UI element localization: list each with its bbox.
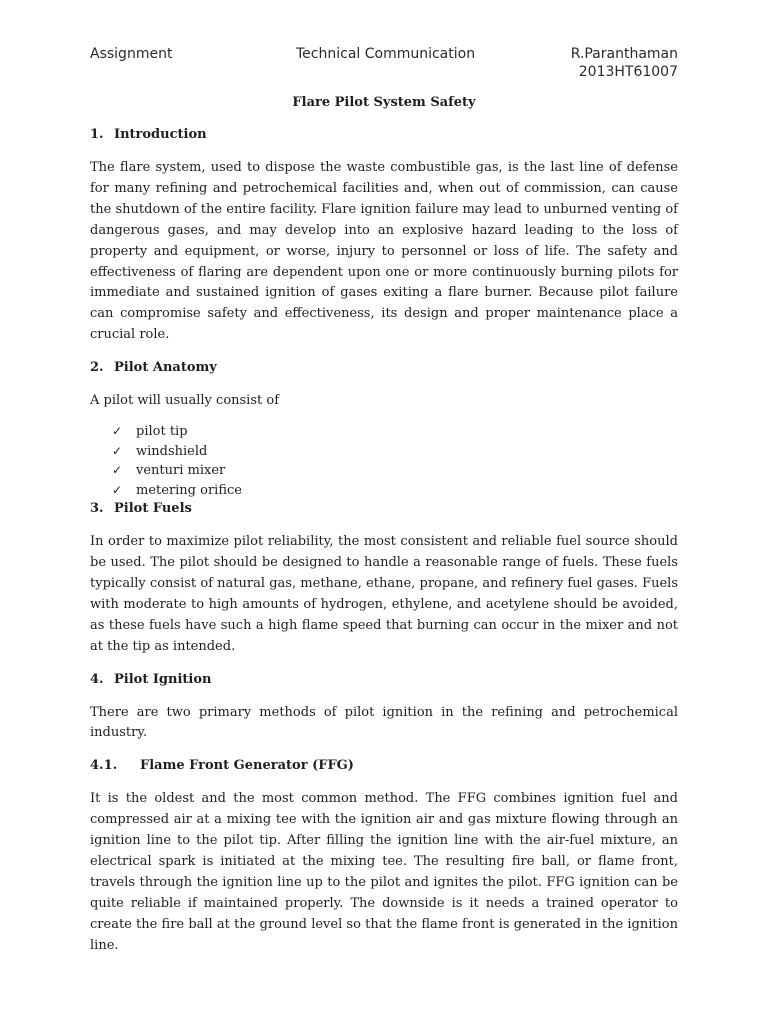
section-heading-pilot-fuels xyxy=(90,500,678,518)
header-center: Technical Communication xyxy=(296,46,476,62)
check-icon: ✓ xyxy=(112,463,123,478)
section-number: 4.1. xyxy=(90,758,118,774)
section-number: 2. xyxy=(90,360,104,376)
introduction-paragraph: The flare system, used to dispose the waste combustible gas, is the last line of defense for many refining and petrochemical facilities and, when out of commission, can cause the shutdown of the entire facility. Flare ignition failure may lead to unburned venting of dangerous gases, and may develop into an explosive hazard leading to the loss of property and equipment, or worse, injury to personnel or loss of life. The safety and effectiveness of flaring are dependent upon one or more continuously burning pilots for immediate and sustained ignition of gases exiting a flare burner. Because pilot failure can compromise safety and effectiveness, its design and proper maintenance place a crucial role. xyxy=(90,160,678,343)
list-item-text: metering orifice xyxy=(136,482,242,498)
check-icon: ✓ xyxy=(112,424,123,439)
anatomy-lead: A pilot will usually consist of xyxy=(90,393,280,409)
section-number: 4. xyxy=(90,671,104,687)
ignition-paragraph: There are two primary methods of pilot ignition in the refining and petrochemical industry. xyxy=(90,704,678,741)
fuels-paragraph: In order to maximize pilot reliability, the most consistent and reliable fuel source should be used. The pilot should be designed to handle a reasonable range of fuels. These fuels typically consist of natural gas, methane, ethane, propane, and refinery fuel gases. Fuels with moderate to high amounts of hydrogen, ethylene, and acetylene should be avoided, as these fuels have such a high flame speed that burning can occur in the mixer and not at the tip as intended. xyxy=(90,534,678,654)
list-item-text: windshield xyxy=(136,443,208,459)
section-title: Introduction xyxy=(114,127,207,142)
section-heading-introduction xyxy=(90,126,678,144)
section-title: Pilot Fuels xyxy=(114,501,192,517)
document-title: Flare Pilot System Safety xyxy=(292,95,476,110)
list-item xyxy=(112,422,678,442)
section-heading-pilot-ignition xyxy=(90,671,678,689)
header-author: R.Paranthaman xyxy=(570,46,678,62)
list-item xyxy=(112,442,678,462)
list-item-text: pilot tip xyxy=(136,424,188,440)
section-number: 1. xyxy=(90,127,104,142)
header-id: 2013HT61007 xyxy=(578,64,678,80)
check-icon: ✓ xyxy=(112,443,123,458)
document-body xyxy=(90,94,678,970)
section-title: Pilot Anatomy xyxy=(114,360,217,376)
section-number: 3. xyxy=(90,501,104,517)
section-title: Pilot Ignition xyxy=(114,671,212,687)
list-item xyxy=(112,461,678,481)
anatomy-list xyxy=(90,422,678,500)
list-item xyxy=(112,481,678,501)
section-title: Flame Front Generator (FFG) xyxy=(140,758,354,774)
header-right xyxy=(571,45,678,81)
section-heading-ffg xyxy=(90,757,678,775)
header-left: Assignment xyxy=(90,46,173,62)
section-heading-pilot-anatomy xyxy=(90,359,678,377)
check-icon: ✓ xyxy=(112,482,123,497)
list-item-text: venturi mixer xyxy=(136,463,226,479)
ffg-paragraph: It is the oldest and the most common method. The FFG combines ignition fuel and compressed air at a mixing tee with the ignition air and gas mixture flowing through an ignition line to the pilot tip. After filling the ignition line with the air-fuel mixture, an electrical spark is initiated at the mixing tee. The resulting fire ball, or flame front, travels through the ignition line up to the pilot and ignites the pilot. FFG ignition can be quite reliable if maintained properly. The downside is it needs a trained operator to create the fire ball at the ground level so that the flame front is generated in the ignition line. xyxy=(90,791,678,953)
